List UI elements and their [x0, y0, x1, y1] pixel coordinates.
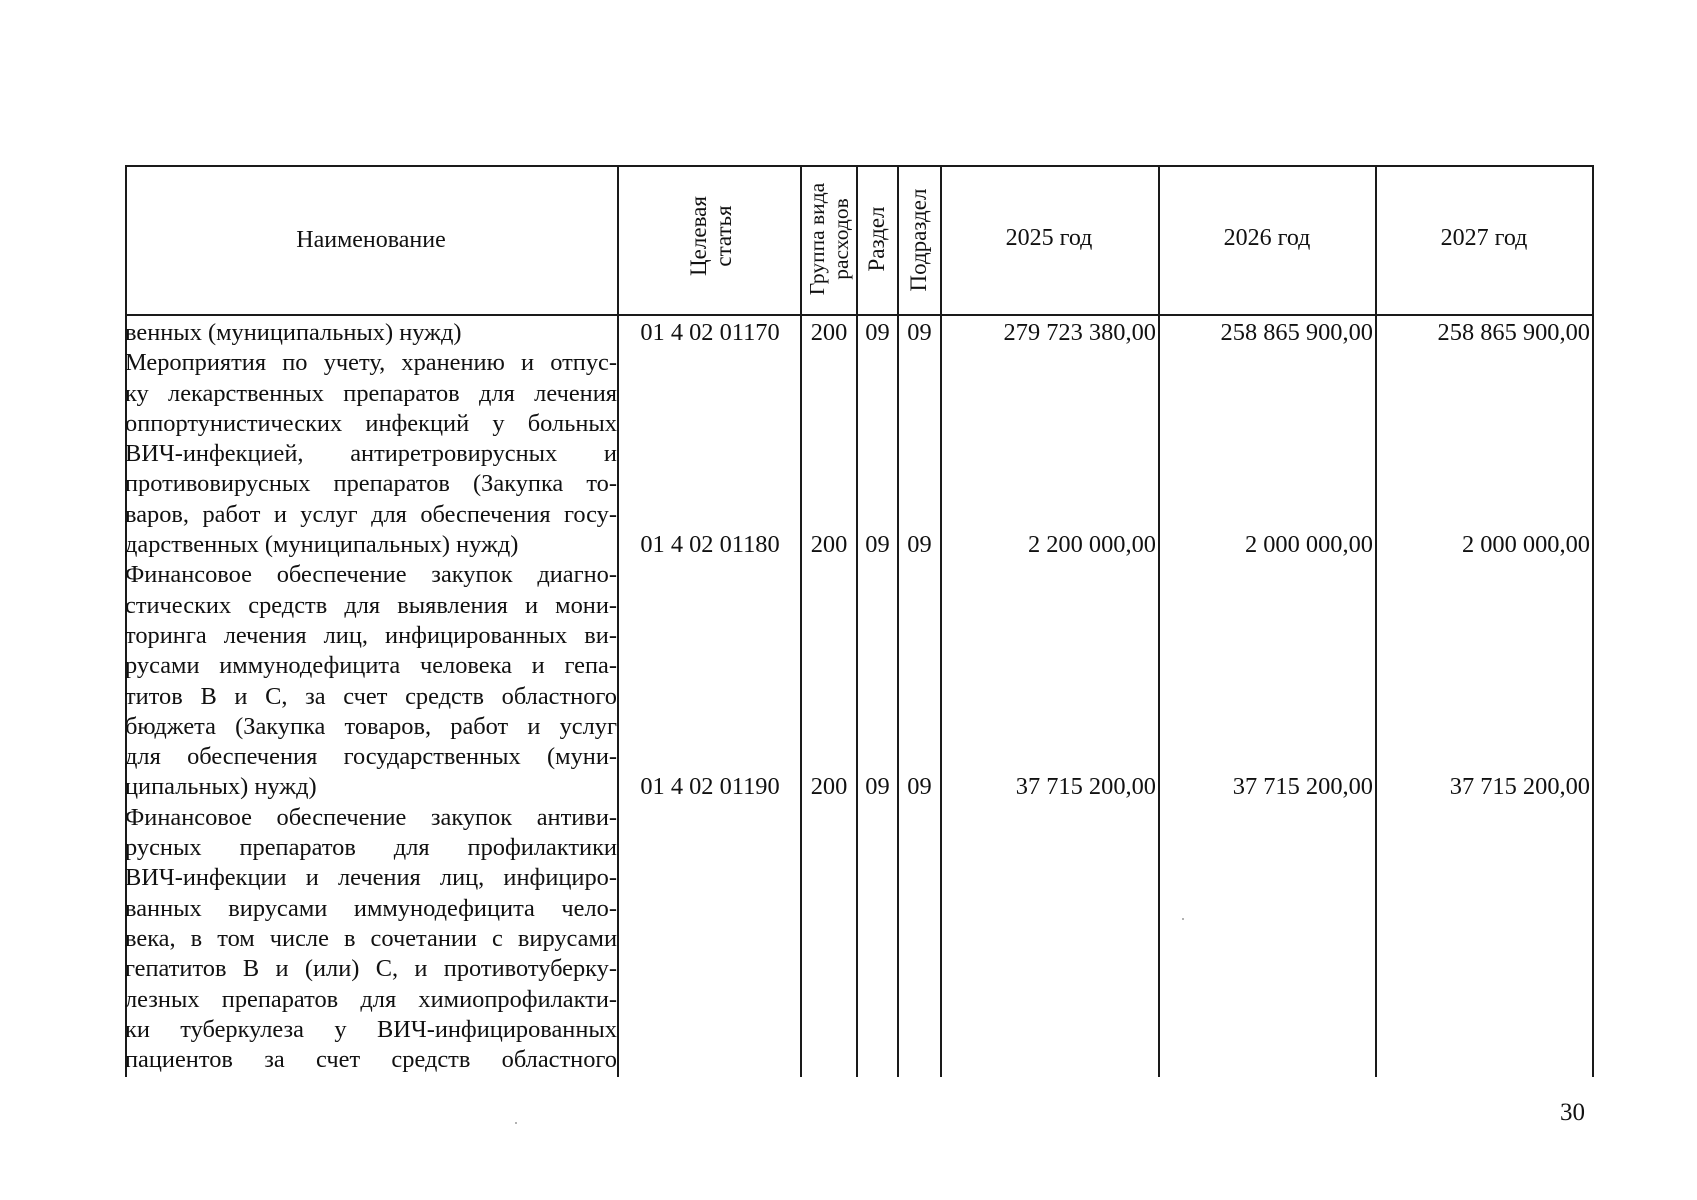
name-line: для обеспечения государственных (муни-: [125, 743, 617, 771]
page-number: 30: [1560, 1099, 1585, 1126]
cell-section: 09: [865, 319, 890, 346]
col-border-2025: [1158, 165, 1160, 1077]
name-line: ВИЧ-инфекцией, антиретровирусных и: [125, 440, 617, 468]
name-line: варов, работ и услуг для обеспечения госу-: [125, 500, 617, 528]
name-line: русных препаратов для профилактики: [125, 834, 617, 862]
header-expense-group-line2: расходов: [829, 198, 853, 280]
cell-expense-group: 200: [810, 319, 848, 346]
header-target-article: [686, 186, 736, 286]
scan-speck: [1182, 918, 1184, 920]
name-line: дарственных (муниципальных) нужд): [125, 531, 519, 559]
col-border-subsection: [940, 165, 942, 1077]
name-line: века, в том числе в сочетании с вирусами: [125, 924, 617, 952]
header-year-2025: 2025 год: [1005, 225, 1093, 251]
cell-subsection: 09: [907, 531, 932, 558]
name-line: ВИЧ-инфекции и лечения лиц, инфициро-: [125, 864, 617, 892]
name-line: стических средств для выявления и мони-: [125, 591, 617, 619]
name-line: пациентов за счет средств областного: [125, 1046, 617, 1074]
name-line: оппортунистических инфекций у больных: [125, 409, 617, 437]
table-top-border: [125, 165, 1594, 167]
name-line: Финансовое обеспечение закупок диагно-: [125, 561, 617, 589]
cell-expense-group: 200: [810, 531, 848, 558]
name-line: гепатитов В и (или) С, и противотуберку-: [125, 955, 617, 983]
header-year-2026: 2026 год: [1223, 225, 1311, 251]
name-column-text: [125, 318, 617, 1075]
name-line: торинга лечения лиц, инфицированных ви-: [125, 621, 617, 649]
header-bottom-border: [125, 314, 1594, 316]
cell-amount-2025: 2 200 000,00: [1027, 531, 1156, 558]
name-line: Мероприятия по учету, хранению и отпус-: [125, 349, 617, 377]
col-border-code: [800, 165, 802, 1077]
cell-subsection: 09: [907, 773, 932, 800]
name-line: титов В и С, за счет средств областного: [125, 682, 617, 710]
col-border-section: [897, 165, 899, 1077]
header-year-2027: 2027 год: [1440, 225, 1528, 251]
name-line: лезных препаратов для химиопрофилакти-: [125, 985, 617, 1013]
header-expense-group-line1: Группа вида: [805, 182, 829, 296]
cell-amount-2026: 37 715 200,00: [1232, 773, 1373, 800]
name-line: ку лекарственных препаратов для лечения: [125, 379, 617, 407]
cell-section: 09: [865, 773, 890, 800]
cell-amount-2026: 258 865 900,00: [1220, 319, 1373, 346]
name-line: русами иммунодефицита человека и гепа-: [125, 652, 617, 680]
cell-amount-2025: 37 715 200,00: [1015, 773, 1156, 800]
name-line: ципальных) нужд): [125, 773, 317, 801]
cell-subsection: 09: [907, 319, 932, 346]
cell-section: 09: [865, 531, 890, 558]
name-line: венных (муниципальных) нужд): [125, 319, 462, 346]
name-line: бюджета (Закупка товаров, работ и услуг: [125, 712, 617, 740]
scan-speck: [515, 1122, 517, 1124]
cell-amount-2025: 279 723 380,00: [1003, 319, 1156, 346]
cell-target-article: 01 4 02 01170: [640, 319, 780, 346]
header-name: Наименование: [296, 227, 446, 253]
col-border-right: [1592, 165, 1594, 1077]
cell-amount-2027: 258 865 900,00: [1437, 319, 1590, 346]
col-border-group: [856, 165, 858, 1077]
name-line: ки туберкулеза у ВИЧ-инфицированных: [125, 1015, 617, 1043]
header-expense-group: [805, 166, 853, 312]
name-line: противовирусных препаратов (Закупка то-: [125, 470, 617, 498]
header-target-article-line1: Целевая: [686, 196, 711, 276]
header-subsection: Подраздел: [906, 188, 931, 292]
header-section: Раздел: [864, 206, 889, 272]
name-line: ванных вирусами иммунодефицита чело-: [125, 894, 617, 922]
cell-amount-2026: 2 000 000,00: [1244, 531, 1373, 558]
col-border-2026: [1375, 165, 1377, 1077]
cell-expense-group: 200: [810, 773, 848, 800]
cell-amount-2027: 2 000 000,00: [1461, 531, 1590, 558]
name-line: Финансовое обеспечение закупок антиви-: [125, 803, 617, 831]
cell-amount-2027: 37 715 200,00: [1449, 773, 1590, 800]
cell-target-article: 01 4 02 01180: [640, 531, 780, 558]
header-target-article-line2: статья: [711, 205, 736, 267]
col-border-name: [617, 165, 619, 1077]
cell-target-article: 01 4 02 01190: [640, 773, 780, 800]
